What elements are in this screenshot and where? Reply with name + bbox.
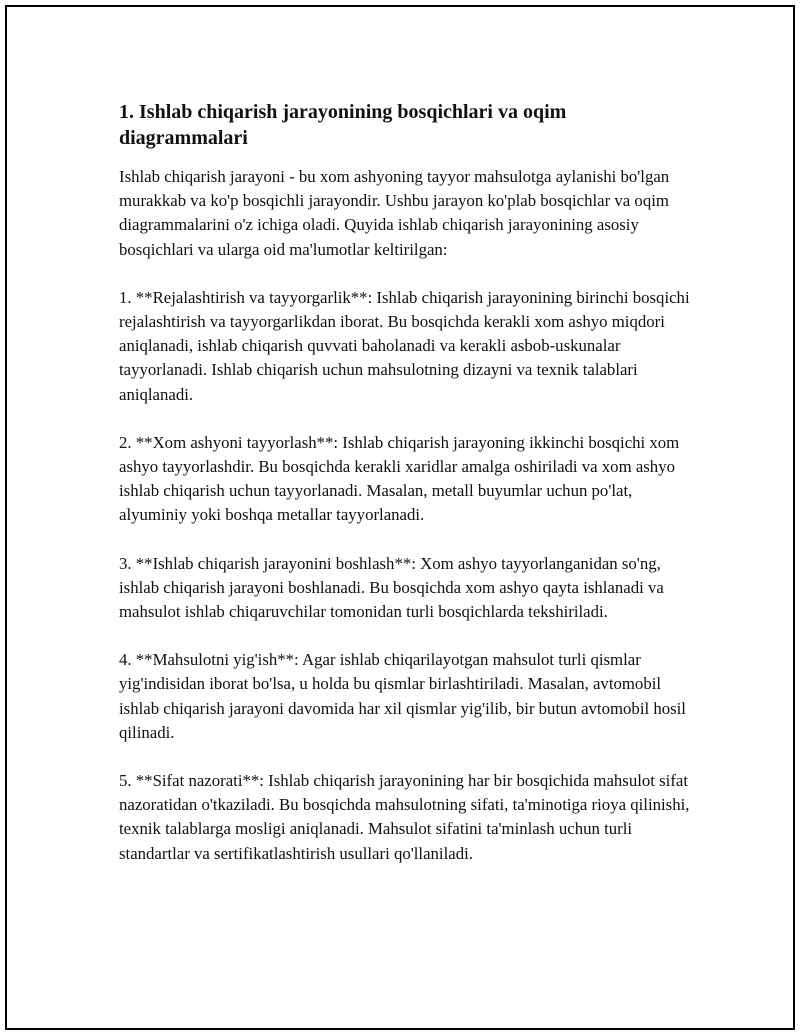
document-body [119, 99, 699, 890]
paragraph-assembly: 4. **Mahsulotni yig'ish**: Agar ishlab chiqarilayotgan mahsulot turli qismlar yig'indisidan iborat bo'lsa, u holda bu qismlar birlashtiriladi. Masalan, avtomobil ishlab chiqarish jarayoni davomida har xil qismlar yig'ilib, bir butun avtomobil hosil qilinadi. [119, 650, 686, 742]
page-frame [5, 5, 795, 1030]
paragraph-production-start: 3. **Ishlab chiqarish jarayonini boshlash**: Xom ashyo tayyorlanganidan so'ng, ishlab chiqarish jarayoni boshlanadi. Bu bosqichda xom ashyo qayta ishlanadi va mahsulot ishlab chiqaruvchilar tomonidan turli bosqichlarda tekshiriladi. [119, 553, 664, 622]
document-title: 1. Ishlab chiqarish jarayonining bosqichlari va oqim diagrammalari [119, 101, 567, 149]
paragraph-quality-control: 5. **Sifat nazorati**: Ishlab chiqarish jarayonining har bir bosqichida mahsulot sifat nazoratidan o'tkaziladi. Bu bosqichda mahsulotning sifati, ta'minotiga rioya qilinishi, texnik talablarga mosligi aniqlanadi. Mahsulot sifatini ta'minlash uchun turli standartlar va sertifikatlashtirish usullari qo'llaniladi. [119, 771, 690, 863]
paragraph-planning: 1. **Rejalashtirish va tayyorgarlik**: Ishlab chiqarish jarayonining birinchi bosqichi rejalashtirish va tayyorgarlikdan iborat. Bu bosqichda kerakli xom ashyo miqdori aniqlanadi, ishlab chiqarish quvvati baholanadi va kerakli asbob-uskunalar tayyorlanadi. Ishlab chiqarish uchun mahsulotning dizayni va texnik talablari aniqlanadi. [119, 287, 690, 404]
intro-paragraph: Ishlab chiqarish jarayoni - bu xom ashyoning tayyor mahsulotga aylanishi bo'lgan murakkab va ko'p bosqichli jarayondir. Ushbu jarayon ko'plab bosqichlar va oqim diagrammalarini o'z ichiga oladi. Quyida ishlab chiqarish jarayonining asosiy bosqichlari va ularga oid ma'lumotlar keltirilgan: [119, 167, 670, 259]
paragraph-raw-materials: 2. **Xom ashyoni tayyorlash**: Ishlab chiqarish jarayoning ikkinchi bosqichi xom ashyo tayyorlashdir. Bu bosqichda kerakli xaridlar amalga oshiriladi va xom ashyo ishlab chiqarish uchun tayyorlanadi. Masalan, metall buyumlar uchun po'lat, alyuminiy yoki boshqa metallar tayyorlanadi. [119, 432, 680, 525]
